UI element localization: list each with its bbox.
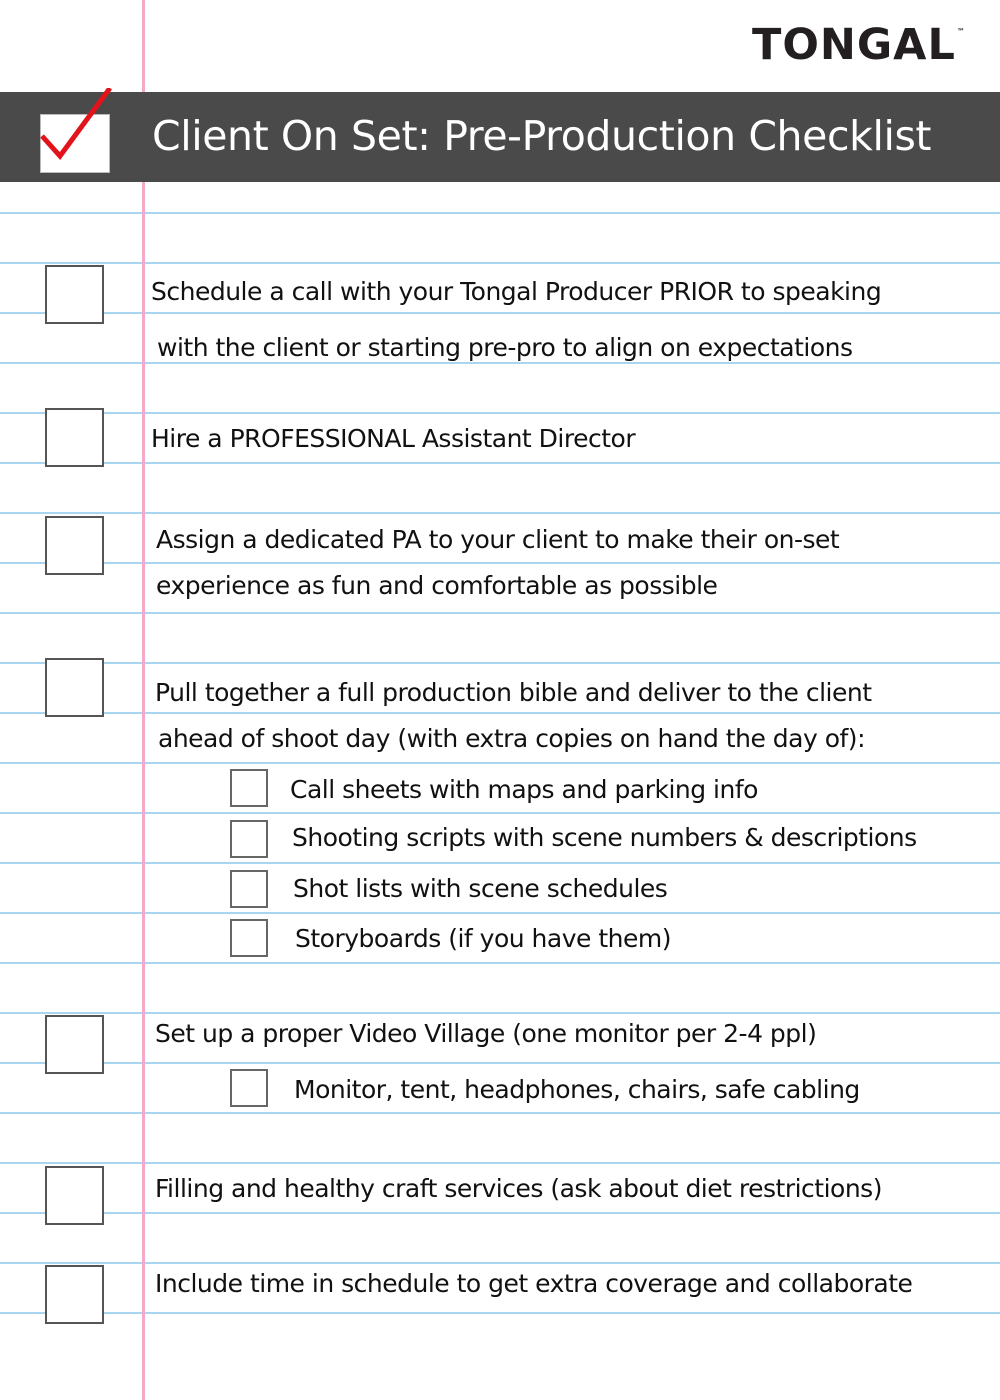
margin-line [142, 0, 145, 1400]
checkbox-item-2[interactable] [45, 408, 104, 467]
subitem-monitor: Monitor, tent, headphones, chairs, safe cabling [294, 1075, 860, 1104]
rule-line [0, 412, 1000, 414]
item-1-line-2: with the client or starting pre-pro to align on expectations [157, 333, 853, 362]
rule-line [0, 962, 1000, 964]
rule-line [0, 1312, 1000, 1314]
subitem-shooting-scripts: Shooting scripts with scene numbers & descriptions [292, 823, 917, 852]
trademark-symbol: ™ [956, 27, 966, 36]
header-bar [0, 92, 1000, 182]
page-title: Client On Set: Pre-Production Checklist [152, 112, 932, 160]
rule-line [0, 1062, 1000, 1064]
checkbox-subitem-shooting-scripts[interactable] [230, 820, 268, 858]
checkbox-item-1[interactable] [45, 265, 104, 324]
item-2-line-1: Hire a PROFESSIONAL Assistant Director [151, 424, 636, 453]
rule-line [0, 562, 1000, 564]
rule-line [0, 1112, 1000, 1114]
rule-line [0, 712, 1000, 714]
checkbox-subitem-call-sheets[interactable] [230, 769, 268, 807]
checkbox-subitem-monitor[interactable] [230, 1069, 268, 1107]
item-3-line-1: Assign a dedicated PA to your client to make their on-set [156, 525, 840, 554]
checkbox-subitem-storyboards[interactable] [230, 919, 268, 957]
item-3-line-2: experience as fun and comfortable as possible [156, 571, 718, 600]
rule-line [0, 762, 1000, 764]
rule-line [0, 862, 1000, 864]
rule-line [0, 1262, 1000, 1264]
subitem-call-sheets: Call sheets with maps and parking info [290, 775, 758, 804]
checkbox-item-4[interactable] [45, 658, 104, 717]
rule-line [0, 812, 1000, 814]
rule-line [0, 662, 1000, 664]
checkbox-subitem-shot-lists[interactable] [230, 870, 268, 908]
rule-line [0, 262, 1000, 264]
checkbox-item-6[interactable] [45, 1166, 104, 1225]
red-checkmark-icon [38, 88, 118, 164]
item-5-line-1: Set up a proper Video Village (one monitor per 2-4 ppl) [155, 1019, 817, 1048]
checkbox-item-3[interactable] [45, 516, 104, 575]
tongal-logo [752, 20, 966, 70]
rule-line [0, 462, 1000, 464]
rule-line [0, 1012, 1000, 1014]
subitem-storyboards: Storyboards (if you have them) [295, 924, 671, 953]
rule-line [0, 512, 1000, 514]
checkbox-item-5[interactable] [45, 1015, 104, 1074]
rule-line [0, 1162, 1000, 1164]
rule-line [0, 1212, 1000, 1214]
rule-line [0, 212, 1000, 214]
item-7-line-1: Include time in schedule to get extra coverage and collaborate [155, 1269, 913, 1298]
item-1-line-1: Schedule a call with your Tongal Producer PRIOR to speaking [151, 277, 882, 306]
rule-line [0, 312, 1000, 314]
logo-text: TONGAL [752, 20, 956, 70]
checkbox-item-7[interactable] [45, 1265, 104, 1324]
item-6-line-1: Filling and healthy craft services (ask about diet restrictions) [155, 1174, 882, 1203]
item-4-line-1: Pull together a full production bible and deliver to the client [155, 678, 872, 707]
rule-line [0, 612, 1000, 614]
subitem-shot-lists: Shot lists with scene schedules [293, 874, 668, 903]
item-4-line-2: ahead of shoot day (with extra copies on hand the day of): [158, 724, 865, 753]
rule-line [0, 912, 1000, 914]
